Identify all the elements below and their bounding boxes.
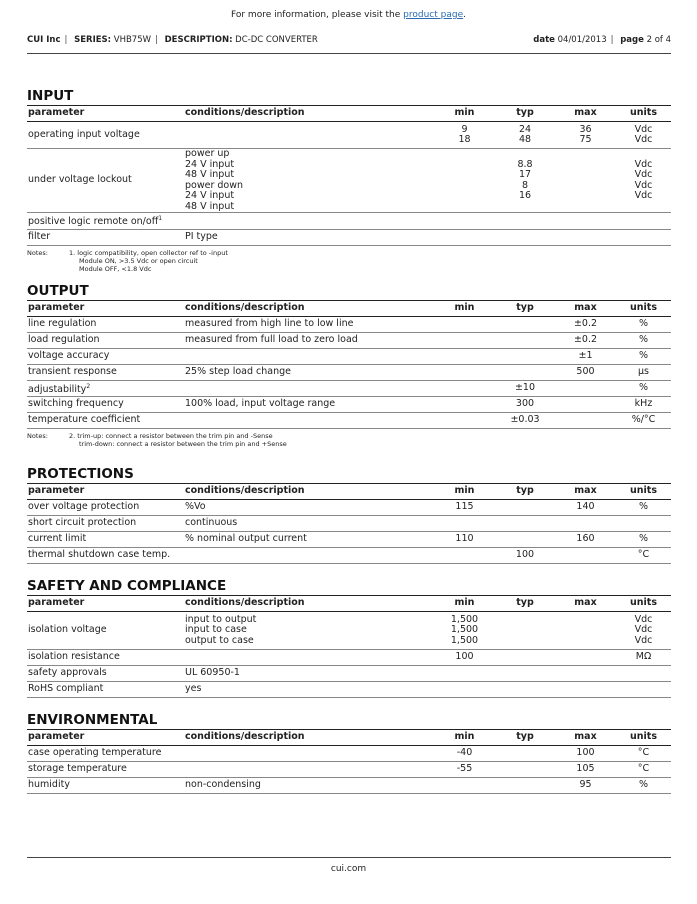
typ-cell [494, 762, 555, 778]
param-cell: case operating temperature [27, 746, 184, 762]
typ-cell [494, 666, 555, 682]
protections-section [27, 466, 671, 564]
table-row [27, 682, 671, 698]
cond-cell: 25% step load change [184, 365, 434, 381]
param-cell: isolation voltage [27, 612, 184, 650]
min-cell: 9 18 [434, 122, 494, 149]
table-row [27, 746, 671, 762]
table-header-row [27, 106, 671, 122]
typ-cell [494, 500, 555, 516]
table-row [27, 349, 671, 365]
section-title: ENVIRONMENTAL [27, 712, 158, 728]
safety-table [27, 595, 671, 698]
cond-cell: continuous [184, 516, 434, 532]
param-cell: positive logic remote on/off$^1$ [27, 213, 184, 230]
cond-cell: %Vo [184, 500, 434, 516]
typ-cell: ±0.03 [494, 413, 555, 429]
typ-cell [494, 778, 555, 794]
output-table [27, 300, 671, 429]
units-cell: °C [615, 746, 671, 762]
cond-cell: measured from high line to low line [184, 317, 434, 333]
max-cell [555, 682, 615, 698]
info-note-text: For more information, please visit the [231, 10, 404, 20]
table-row [27, 122, 671, 149]
environmental-section [27, 712, 671, 794]
max-cell: ±0.2 [555, 317, 615, 333]
company-name: CUI Inc [27, 35, 61, 45]
cond-cell: UL 60950-1 [184, 666, 434, 682]
col-units: units [615, 106, 671, 122]
cond-cell: measured from full load to zero load [184, 333, 434, 349]
section-title: OUTPUT [27, 283, 89, 299]
cond-cell [184, 746, 434, 762]
max-cell: 100 [555, 746, 615, 762]
param-cell: storage temperature [27, 762, 184, 778]
param-cell: transient response [27, 365, 184, 381]
units-cell [615, 682, 671, 698]
typ-cell: 300 [494, 397, 555, 413]
min-cell [434, 381, 494, 397]
units-cell: MΩ [615, 650, 671, 666]
min-cell: 110 [434, 532, 494, 548]
min-cell [434, 548, 494, 564]
series-label: SERIES: [74, 35, 112, 45]
typ-cell: 8.8 17 8 16 [494, 149, 555, 213]
param-cell: safety approvals [27, 666, 184, 682]
cond-cell [184, 762, 434, 778]
output-notes: Notes: 2. trim-up: connect a resistor between the trim pin and -Sense trim-down: connect a resistor between the trim pin and +Sense [27, 432, 287, 448]
units-cell: μs [615, 365, 671, 381]
typ-cell [494, 746, 555, 762]
section-title: PROTECTIONS [27, 466, 134, 482]
typ-cell [494, 532, 555, 548]
param-cell: RoHS compliant [27, 682, 184, 698]
units-cell: Vdc Vdc [615, 122, 671, 149]
param-cell: thermal shutdown case temp. [27, 548, 184, 564]
units-cell [615, 516, 671, 532]
min-cell [434, 397, 494, 413]
typ-cell: 100 [494, 548, 555, 564]
min-cell [434, 365, 494, 381]
max-cell: 500 [555, 365, 615, 381]
input-notes: Notes: 1. logic compatibility, open collector ref to -input Module ON, >3.5 Vdc or open circuit Module OFF, <1.8 Vdc [27, 249, 228, 273]
output-section [27, 283, 671, 448]
param-cell: short circuit protection [27, 516, 184, 532]
typ-cell [494, 333, 555, 349]
max-cell: 105 [555, 762, 615, 778]
table-header-row: parameter conditions/description min typ max units [27, 301, 671, 317]
table-row [27, 778, 671, 794]
param-cell: filter [27, 230, 184, 246]
param-cell: temperature coefficient [27, 413, 184, 429]
description-label: DESCRIPTION: [164, 35, 233, 45]
min-cell [434, 516, 494, 532]
max-cell [555, 548, 615, 564]
param-cell: voltage accuracy [27, 349, 184, 365]
units-cell: Vdc Vdc Vdc [615, 612, 671, 650]
series-value: VHB75W [113, 35, 152, 45]
section-title: INPUT [27, 88, 74, 104]
cond-cell [184, 413, 434, 429]
min-cell [434, 666, 494, 682]
max-cell [555, 516, 615, 532]
cond-cell [184, 650, 434, 666]
units-cell: % [615, 532, 671, 548]
units-cell: % [615, 381, 671, 397]
table-header-row: parameter conditions/description min typ max units [27, 596, 671, 612]
cond-cell [184, 122, 434, 149]
units-cell: % [615, 778, 671, 794]
param-cell: line regulation [27, 317, 184, 333]
col-typ: typ [494, 106, 555, 122]
min-cell [434, 149, 494, 213]
cond-cell: power up 24 V input 48 V input power down 24 V input 48 V input [184, 149, 434, 213]
table-row [27, 149, 671, 213]
cond-cell: 100% load, input voltage range [184, 397, 434, 413]
max-cell [555, 650, 615, 666]
cond-cell: yes [184, 682, 434, 698]
units-cell: % [615, 317, 671, 333]
param-cell: load regulation [27, 333, 184, 349]
max-cell: 95 [555, 778, 615, 794]
header-rule [27, 53, 671, 54]
units-cell [615, 666, 671, 682]
units-cell: Vdc Vdc Vdc Vdc [615, 149, 671, 213]
max-cell: ±0.2 [555, 333, 615, 349]
date-value: 04/01/2013 [557, 35, 607, 45]
min-cell: -55 [434, 762, 494, 778]
section-title: SAFETY AND COMPLIANCE [27, 578, 227, 594]
max-cell [555, 397, 615, 413]
footer-site: cui.com [330, 864, 367, 874]
info-note-suffix: . [463, 10, 466, 20]
table-row [27, 500, 671, 516]
info-note [0, 10, 697, 20]
cond-cell: non-condensing [184, 778, 434, 794]
max-cell: 36 75 [555, 122, 615, 149]
cond-cell: % nominal output current [184, 532, 434, 548]
col-min: min [434, 106, 494, 122]
table-row [27, 365, 671, 381]
description-value: DC-DC CONVERTER [235, 35, 318, 45]
units-cell: °C [615, 548, 671, 564]
safety-section [27, 578, 671, 698]
table-row [27, 317, 671, 333]
typ-cell: 24 48 [494, 122, 555, 149]
param-cell: over voltage protection [27, 500, 184, 516]
min-cell: -40 [434, 746, 494, 762]
max-cell [555, 413, 615, 429]
max-cell: 140 [555, 500, 615, 516]
col-max: max [555, 106, 615, 122]
cond-cell [184, 548, 434, 564]
param-cell: adjustability$^2$ [27, 381, 184, 397]
table-header-row: parameter conditions/description min typ max units [27, 484, 671, 500]
min-cell [434, 317, 494, 333]
typ-cell [494, 365, 555, 381]
units-cell: % [615, 500, 671, 516]
product-page-link[interactable]: product page [403, 10, 464, 20]
table-row [27, 666, 671, 682]
table-row [27, 413, 671, 429]
units-cell: % [615, 349, 671, 365]
min-cell [434, 413, 494, 429]
max-cell: 160 [555, 532, 615, 548]
min-cell [434, 349, 494, 365]
typ-cell [494, 650, 555, 666]
param-cell: current limit [27, 532, 184, 548]
typ-cell [494, 317, 555, 333]
table-row [27, 397, 671, 413]
min-cell: 100 [434, 650, 494, 666]
table-header-row: parameter conditions/description min typ max units [27, 730, 671, 746]
input-table [27, 105, 671, 246]
table-row [27, 230, 671, 246]
min-cell [434, 333, 494, 349]
table-row [27, 333, 671, 349]
col-parameter: parameter [27, 106, 184, 122]
table-row [27, 548, 671, 564]
max-cell [555, 149, 615, 213]
units-cell: °C [615, 762, 671, 778]
cond-cell [184, 381, 434, 397]
min-cell [434, 778, 494, 794]
date-label: date [533, 35, 555, 45]
param-cell: isolation resistance [27, 650, 184, 666]
table-row [27, 213, 671, 230]
page-label: page [620, 35, 644, 45]
table-row [27, 650, 671, 666]
col-conditions: conditions/description [184, 106, 434, 122]
protections-table [27, 483, 671, 564]
units-cell: kHz [615, 397, 671, 413]
environmental-table [27, 729, 671, 794]
units-cell: %/°C [615, 413, 671, 429]
units-cell: % [615, 333, 671, 349]
cond-cell [184, 349, 434, 365]
min-cell [434, 682, 494, 698]
typ-cell: ±10 [494, 381, 555, 397]
typ-cell [494, 349, 555, 365]
table-row [27, 612, 671, 650]
typ-cell [494, 516, 555, 532]
document-header: CUI Inc | SERIES: VHB75W | DESCRIPTION: DC-DC CONVERTER date 04/01/2013 | page 2 of 4 [27, 35, 671, 45]
input-section [27, 88, 671, 273]
table-row [27, 381, 671, 397]
page-number: 2 of 4 [646, 35, 671, 45]
param-cell: switching frequency [27, 397, 184, 413]
table-row [27, 762, 671, 778]
table-row [27, 532, 671, 548]
cond-cell: PI type [184, 230, 434, 246]
param-cell: humidity [27, 778, 184, 794]
cond-cell: input to output input to case output to case [184, 612, 434, 650]
min-cell: 115 [434, 500, 494, 516]
param-cell: operating input voltage [27, 122, 184, 149]
param-cell: under voltage lockout [27, 149, 184, 213]
min-cell: 1,500 1,500 1,500 [434, 612, 494, 650]
max-cell [555, 666, 615, 682]
table-row [27, 516, 671, 532]
max-cell [555, 381, 615, 397]
max-cell: ±1 [555, 349, 615, 365]
footer-rule [27, 857, 671, 858]
typ-cell [494, 682, 555, 698]
